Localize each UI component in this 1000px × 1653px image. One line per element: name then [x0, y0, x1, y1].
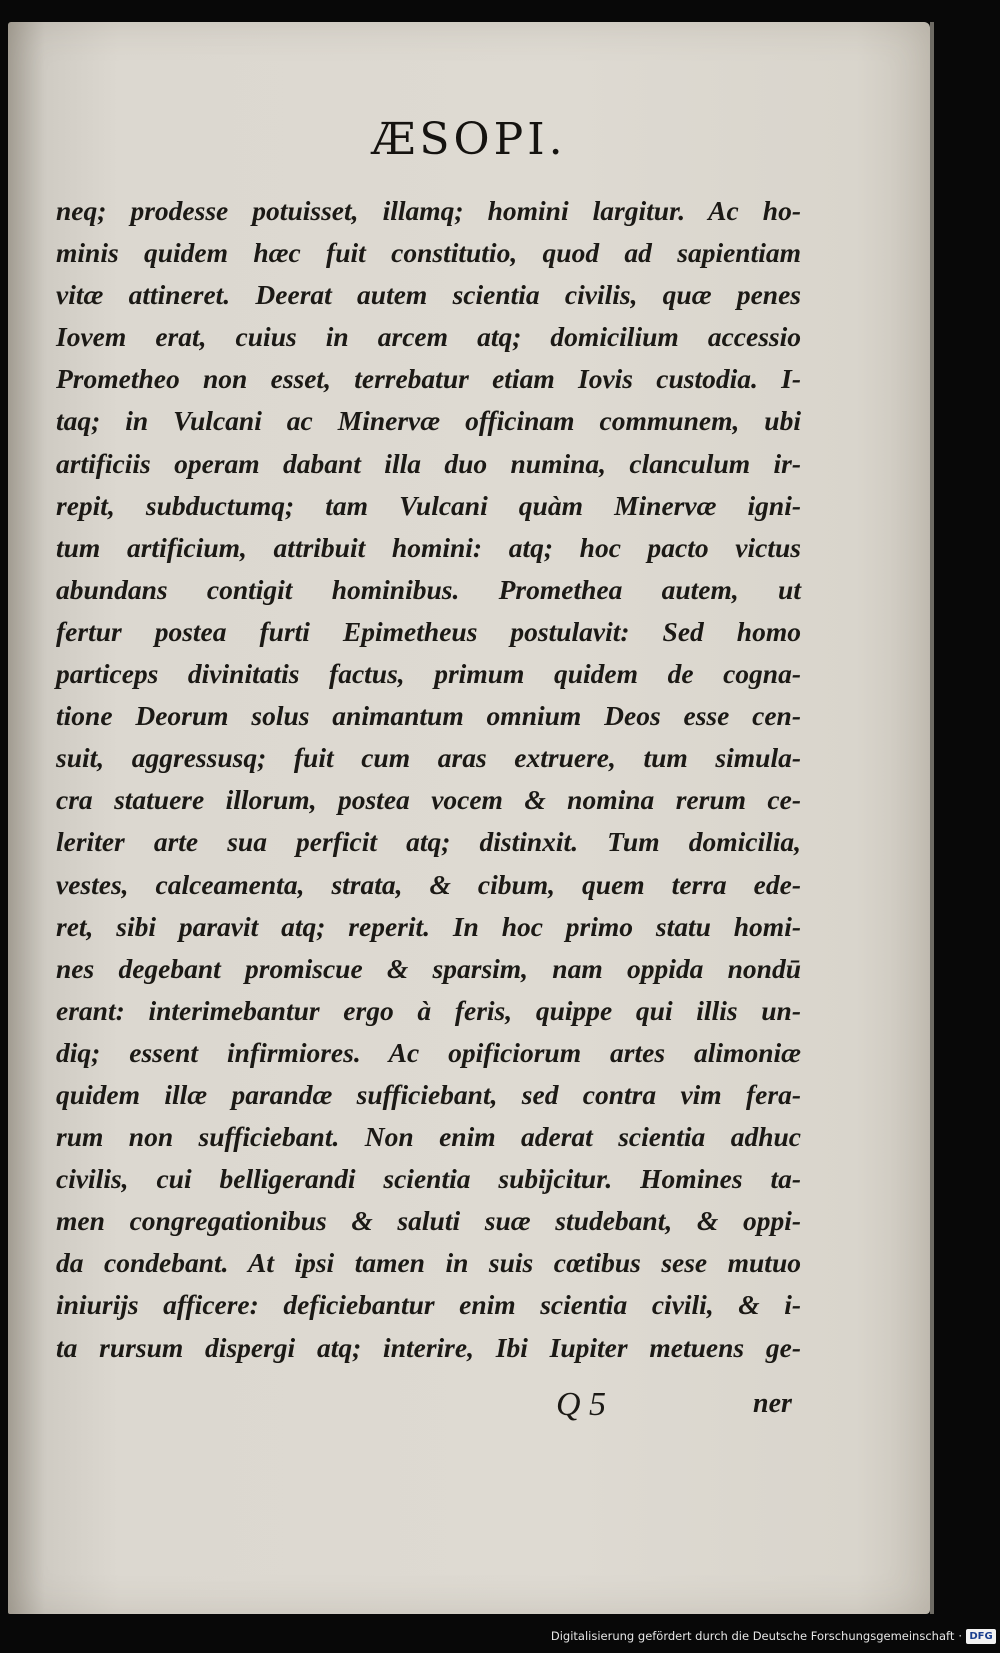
- text-line: minis quidem hæc fuit constitutio, quod ad sapientiam: [56, 237, 801, 269]
- text-line: Iovem erat, cuius in arcem atq; domicilium accessio: [56, 321, 801, 353]
- text-line: artificiis operam dabant illa duo numina, clanculum ir-: [56, 447, 801, 479]
- text-line: leriter arte sua perficit atq; distinxit. Tum domicilia,: [56, 826, 801, 858]
- page-edge: [930, 22, 934, 1614]
- text-line: neq; prodesse potuisset, illamq; homini largitur. Ac ho-: [56, 195, 801, 226]
- text-line: suit, aggressusq; fuit cum aras extruere, tum simula-: [56, 742, 801, 774]
- text-line: fertur postea furti Epimetheus postulavit: Sed homo: [56, 615, 801, 647]
- text-line: cra statuere illorum, postea vocem & nomina rerum ce-: [56, 784, 801, 816]
- signature-mark: Q 5: [556, 1386, 607, 1423]
- text-line: diq; essent infirmiores. Ac opificiorum artes alimoniæ: [56, 1036, 801, 1068]
- book-page: [8, 22, 930, 1614]
- text-line: Prometheo non esset, terrebatur etiam Iovis custodia. I-: [56, 363, 801, 395]
- text-line: taq; in Vulcani ac Minervæ officinam communem, ubi: [56, 405, 801, 437]
- text-line: particeps divinitatis factus, primum quidem de cogna-: [56, 658, 801, 690]
- text-line: nes degebant promiscue & sparsim, nam oppida nondū: [56, 952, 801, 984]
- digitization-footer: [551, 1627, 996, 1645]
- catchword: ner: [753, 1388, 792, 1419]
- text-line: quidem illæ parandæ sufficiebant, sed contra vim fera-: [56, 1078, 801, 1110]
- text-line: ret, sibi paravit atq; reperit. In hoc primo statu homi-: [56, 910, 801, 942]
- footer-separator: ·: [958, 1629, 962, 1643]
- running-header: ÆSOPI.: [371, 114, 567, 165]
- text-line: tione Deorum solus animantum omnium Deos esse cen-: [56, 700, 801, 732]
- text-line: iniurijs afficere: deficiebantur enim scientia civili, & i-: [56, 1289, 801, 1321]
- text-line: civilis, cui belligerandi scientia subijcitur. Homines ta-: [56, 1163, 801, 1195]
- text-line: ta rursum dispergi atq; interire, Ibi Iupiter metuens ge-: [56, 1331, 801, 1363]
- text-line: abundans contigit hominibus. Promethea autem, ut: [56, 573, 801, 605]
- text-line: vitæ attineret. Deerat autem scientia civilis, quæ penes: [56, 279, 801, 311]
- text-line: tum artificium, attribuit homini: atq; hoc pacto victus: [56, 531, 801, 563]
- text-line: da condebant. At ipsi tamen in suis cœtibus sese mutuo: [56, 1247, 801, 1279]
- dfg-logo-icon: DFG: [966, 1629, 996, 1644]
- text-line: men congregationibus & saluti suæ studebant, & oppi-: [56, 1205, 801, 1237]
- text-line: vestes, calceamenta, strata, & cibum, quem terra ede-: [56, 868, 801, 900]
- text-line: rum non sufficiebant. Non enim aderat scientia adhuc: [56, 1121, 801, 1153]
- footer-credit: Digitalisierung gefördert durch die Deutsche Forschungsgemeinschaft: [550, 1629, 955, 1643]
- page-text: [56, 190, 801, 1369]
- text-line: repit, subductumq; tam Vulcani quàm Minervæ igni-: [56, 489, 801, 521]
- text-line: erant: interimebantur ergo à feris, quippe qui illis un-: [56, 994, 801, 1026]
